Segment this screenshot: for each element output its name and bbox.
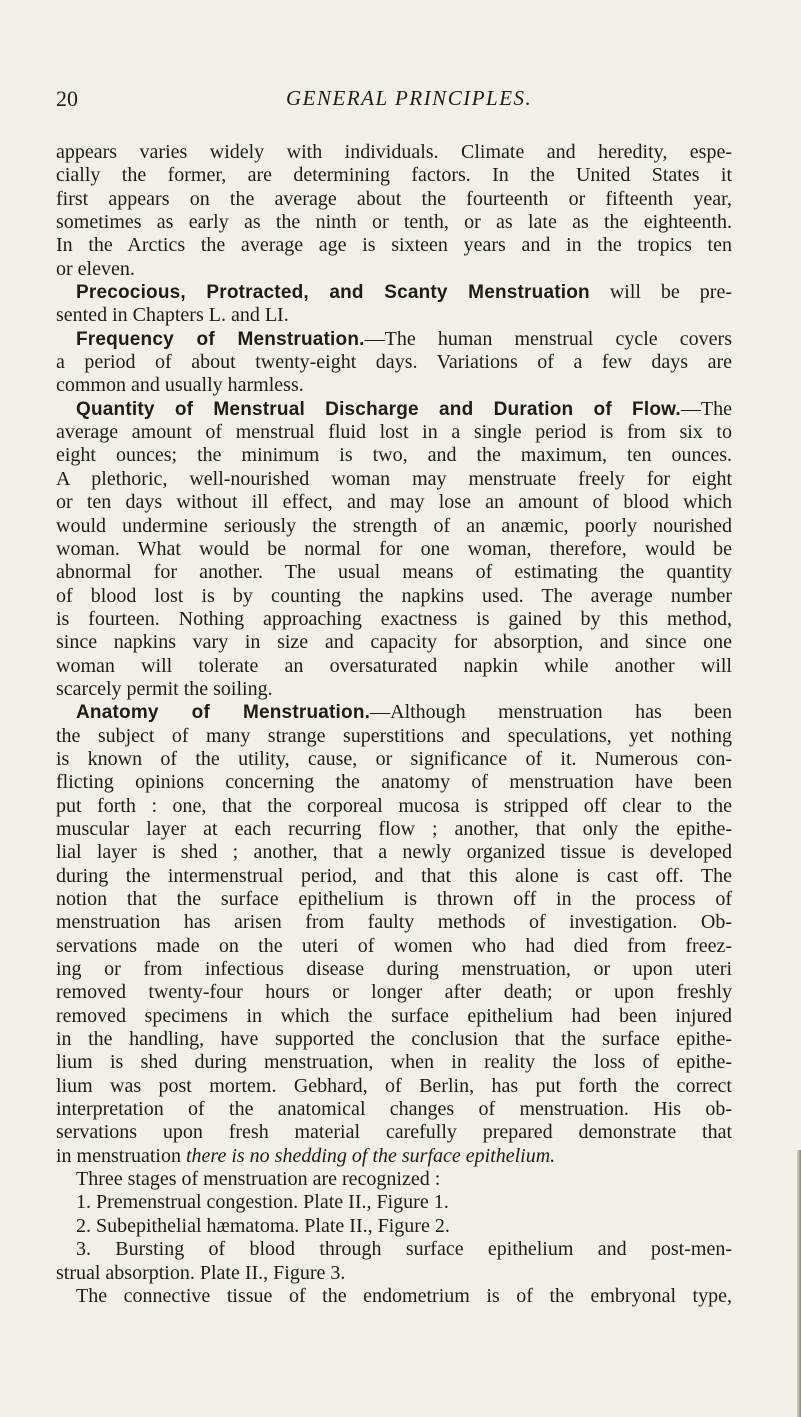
line-text: removed twenty-four hours or longer after death; or upon freshly bbox=[56, 981, 732, 1004]
line-text: put forth : one, that the corporeal mucosa is stripped off clear to the bbox=[56, 794, 732, 817]
text-line bbox=[56, 1191, 732, 1214]
section-heading: Anatomy of Menstruation. bbox=[76, 702, 371, 724]
text-line bbox=[56, 1098, 732, 1121]
line-text: sometimes as early as the ninth or tenth, or as late as the eighteenth. bbox=[56, 211, 732, 234]
line-text: servations made on the uteri of women who had died from freez- bbox=[56, 934, 732, 957]
text-line bbox=[56, 258, 732, 281]
text-line bbox=[56, 655, 732, 678]
text-line bbox=[56, 911, 732, 934]
text-line bbox=[56, 491, 732, 514]
line-text: in menstruation bbox=[56, 1144, 186, 1167]
line-text: a period of about twenty-eight days. Variations of a few days are bbox=[56, 351, 732, 374]
text-line bbox=[56, 141, 732, 164]
line-text: Three stages of menstruation are recognized : bbox=[76, 1168, 441, 1191]
text-line bbox=[56, 981, 732, 1004]
running-head: GENERAL PRINCIPLES. bbox=[286, 86, 533, 110]
line-text: of blood lost is by counting the napkins used. The average number bbox=[56, 584, 732, 607]
line-text: woman. What would be normal for one woman, therefore, would be bbox=[56, 537, 732, 560]
text-line bbox=[56, 888, 732, 911]
text-line bbox=[56, 421, 732, 444]
line-text: A plethoric, well-nourished woman may menstruate freely for eight bbox=[56, 467, 732, 490]
line-text: lium is shed during menstruation, when in reality the loss of epithe- bbox=[56, 1051, 732, 1074]
text-line bbox=[56, 1145, 732, 1168]
line-text: sented in Chapters L. and LI. bbox=[56, 304, 289, 327]
line-text: servations upon fresh material carefully prepared demonstrate that bbox=[56, 1121, 732, 1144]
line-text: removed specimens in which the surface epithelium had been injured bbox=[56, 1004, 732, 1027]
line-text: the subject of many strange superstitions and speculations, yet nothing bbox=[56, 724, 732, 747]
text-line bbox=[56, 398, 732, 421]
line-text: during the intermenstrual period, and that this alone is cast off. The bbox=[56, 864, 732, 887]
italic-text: there is no shedding of the surface epithelium. bbox=[185, 1144, 556, 1167]
section-heading: Precocious, Protracted, and Scanty Menstruation bbox=[76, 282, 590, 304]
text-line bbox=[56, 771, 732, 794]
text-line bbox=[56, 608, 732, 631]
text-line bbox=[56, 351, 732, 374]
text-line bbox=[56, 748, 732, 771]
line-text: woman will tolerate an oversaturated napkin while another will bbox=[56, 654, 732, 677]
line-text: 1. Premenstrual congestion. Plate II., Figure 1. bbox=[76, 1191, 449, 1214]
text-line bbox=[56, 281, 732, 304]
line-text: common and usually harmless. bbox=[56, 374, 304, 397]
page-number: 20 bbox=[56, 86, 78, 111]
line-text: or ten days without ill effect, and may lose an amount of blood which bbox=[56, 491, 732, 514]
text-line bbox=[56, 1285, 732, 1308]
text-line bbox=[56, 444, 732, 467]
line-text: ing or from infectious disease during menstruation, or upon uteri bbox=[56, 958, 732, 981]
text-line bbox=[56, 374, 732, 397]
line-text: is fourteen. Nothing approaching exactness is gained by this method, bbox=[56, 607, 732, 630]
text-line bbox=[56, 1075, 732, 1098]
text-line bbox=[56, 188, 732, 211]
text-line bbox=[56, 304, 732, 327]
line-text: notion that the surface epithelium is thrown off in the process of bbox=[56, 888, 732, 910]
text-line bbox=[56, 468, 732, 491]
line-text: in the handling, have supported the conclusion that the surface epithe- bbox=[56, 1028, 732, 1051]
text-line bbox=[56, 1215, 732, 1238]
line-text: appears varies widely with individuals. Climate and heredity, espe- bbox=[56, 141, 732, 163]
text-line bbox=[56, 1168, 732, 1191]
text-line bbox=[56, 328, 732, 351]
text-line bbox=[56, 585, 732, 608]
line-text: scarcely permit the soiling. bbox=[56, 677, 273, 700]
line-text: cially the former, are determining factors. In the United States it bbox=[56, 164, 732, 187]
text-line bbox=[56, 561, 732, 584]
line-text: lium was post mortem. Gebhard, of Berlin, has put forth the correct bbox=[56, 1074, 732, 1097]
line-text: will be pre- bbox=[589, 281, 732, 304]
text-line bbox=[56, 538, 732, 561]
line-text: eight ounces; the minimum is two, and the maximum, ten ounces. bbox=[56, 444, 732, 467]
line-text: lial layer is shed ; another, that a newly organized tissue is developed bbox=[56, 841, 732, 864]
text-line bbox=[56, 1051, 732, 1074]
line-text: The connective tissue of the endometrium is of the embryonal type, bbox=[76, 1284, 732, 1307]
line-text: abnormal for another. The usual means of estimating the quantity bbox=[56, 561, 732, 584]
line-text: —The bbox=[680, 397, 732, 420]
text-line bbox=[56, 515, 732, 538]
text-line bbox=[56, 631, 732, 654]
line-text: 2. Subepithelial hæmatoma. Plate II., Figure 2. bbox=[76, 1214, 450, 1237]
text-line bbox=[56, 211, 732, 234]
page-header bbox=[56, 86, 732, 116]
text-line bbox=[56, 1005, 732, 1028]
text-line bbox=[56, 1028, 732, 1051]
text-line bbox=[56, 818, 732, 841]
line-text: first appears on the average about the fourteenth or fifteenth year, bbox=[56, 187, 732, 210]
line-text: 3. Bursting of blood through surface epithelium and post-men- bbox=[76, 1238, 732, 1261]
line-text: muscular layer at each recurring flow ; another, that only the epithe- bbox=[56, 817, 732, 840]
line-text: menstruation has arisen from faulty methods of investigation. Ob- bbox=[56, 911, 732, 934]
line-text: interpretation of the anatomical changes of menstruation. His ob- bbox=[56, 1098, 732, 1121]
text-line bbox=[56, 935, 732, 958]
line-text: would undermine seriously the strength of an anæmic, poorly nourished bbox=[56, 514, 732, 537]
section-heading: Frequency of Menstruation. bbox=[76, 328, 365, 350]
text-line bbox=[56, 725, 732, 748]
text-line bbox=[56, 1262, 732, 1285]
section-heading: Quantity of Menstrual Discharge and Duration of Flow. bbox=[76, 398, 681, 420]
line-text: is known of the utility, cause, or significance of it. Numerous con- bbox=[56, 747, 732, 770]
text-line bbox=[56, 865, 732, 888]
line-text: or eleven. bbox=[56, 257, 135, 280]
text-line bbox=[56, 234, 732, 257]
text-line bbox=[56, 958, 732, 981]
line-text: flicting opinions concerning the anatomy of menstruation have been bbox=[56, 771, 732, 794]
scan-edge-shadow bbox=[797, 1150, 801, 1417]
line-text: strual absorption. Plate II., Figure 3. bbox=[56, 1261, 346, 1284]
text-line bbox=[56, 701, 732, 724]
text-line bbox=[56, 678, 732, 701]
text-line bbox=[56, 1238, 732, 1261]
text-line bbox=[56, 164, 732, 187]
text-line bbox=[56, 841, 732, 864]
line-text: In the Arctics the average age is sixteen years and in the tropics ten bbox=[56, 234, 732, 257]
text-line bbox=[56, 1121, 732, 1144]
text-line bbox=[56, 795, 732, 818]
line-text: —The human menstrual cycle covers bbox=[364, 327, 732, 350]
line-text: —Although menstruation has been bbox=[370, 701, 732, 724]
line-text: since napkins vary in size and capacity for absorption, and since one bbox=[56, 631, 732, 654]
body-text bbox=[56, 141, 732, 1308]
line-text: average amount of menstrual fluid lost in a single period is from six to bbox=[56, 421, 732, 444]
